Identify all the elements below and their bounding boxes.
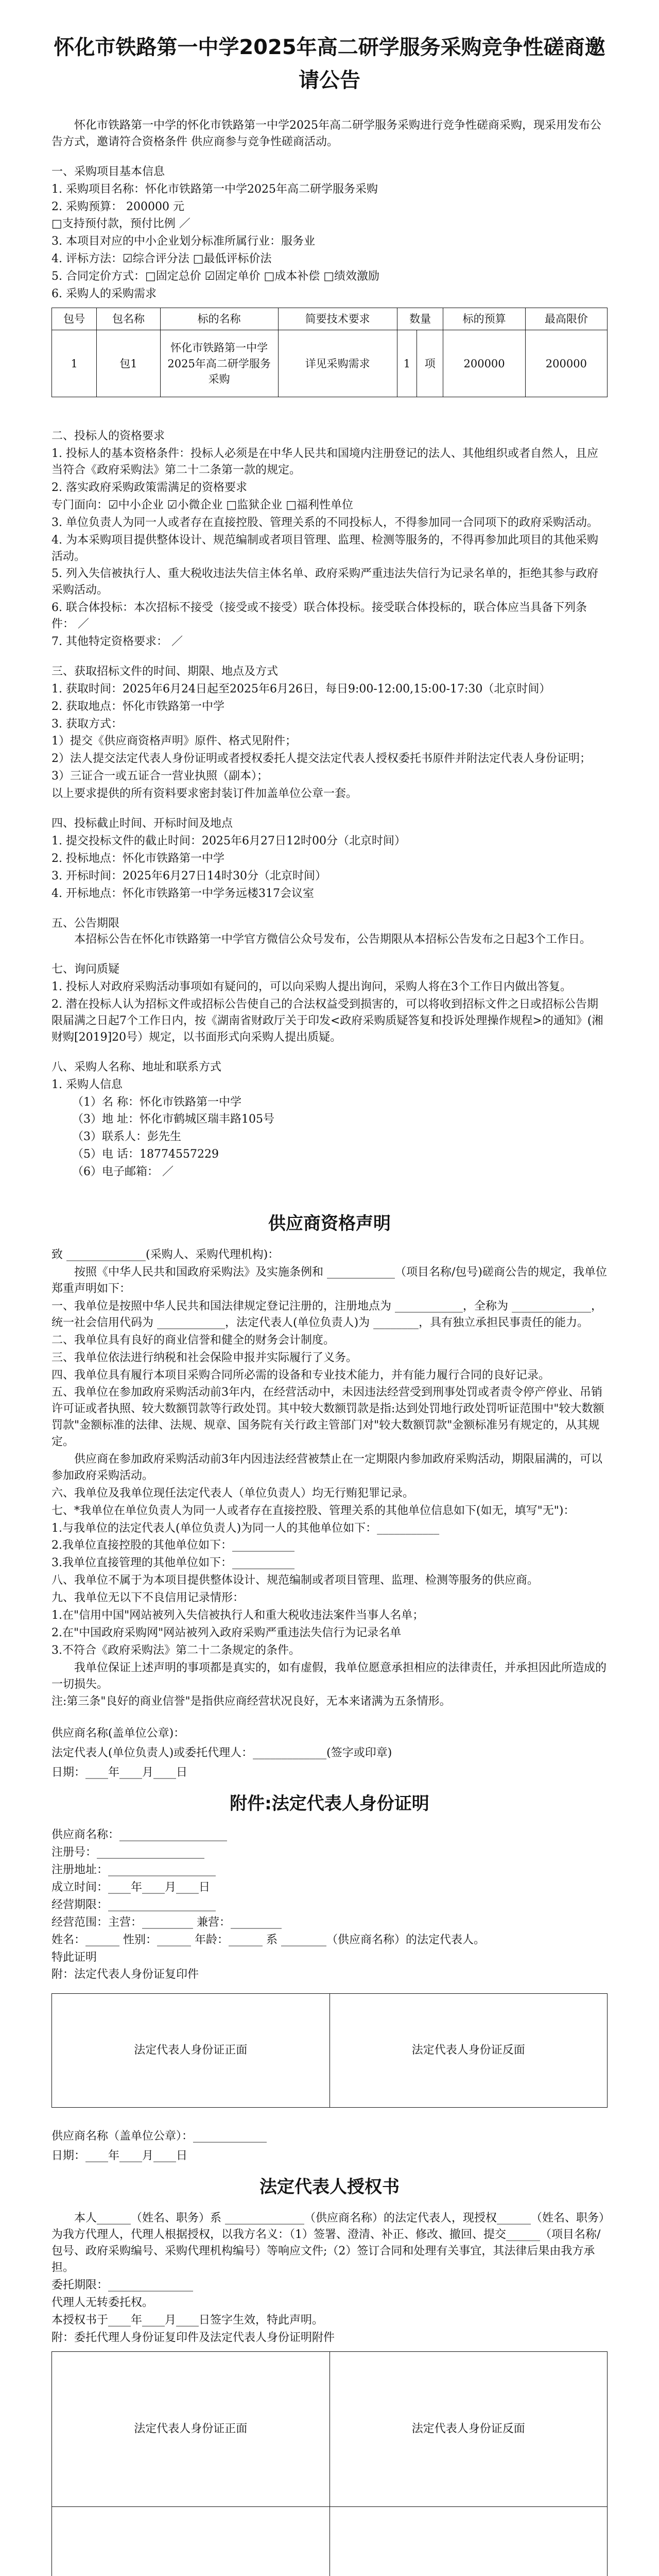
declaration-line: 五、我单位在参加政府采购活动前3年内，在经营活动中，未因违法经营受到刑事处罚或者责令停产停业、吊销许可证或者执照、较大数额罚款等行政处罚。其中较大数额罚款是指:达到处罚地行政处罚听证范围中"较大数额罚款"金额标准的法律、法规、规章、国务院有关行政主管部门对"较大数额罚款"金额标准另有规定的，从其规定。 <box>51 1386 604 1449</box>
section-deadline <box>51 816 608 902</box>
id-card-grid <box>51 2351 608 2576</box>
auth-line: 附：委托代理人身份证复印件及法定代表人身份证明附件 <box>51 2331 335 2344</box>
table-header-row <box>52 308 608 330</box>
qual-line: 4. 为本采购项目提供整体设计、规范编制或者项目管理、监理、检测等服务的，不得再参加此项目的其他采购活动。 <box>51 533 598 563</box>
qual-line: 7. 其他特定资格要求： ／ <box>51 635 183 649</box>
budget: 2. 采购预算： 200000 元 <box>51 200 184 213</box>
attachment-title: 附件:法定代表人身份证明 <box>230 1793 429 1814</box>
contact-name: （1）名 称：怀化市铁路第一中学 <box>72 1095 241 1109</box>
declaration-line: 3.我单位直接管理的其他单位如下：___________ <box>51 1556 294 1570</box>
qual-line: 2. 落实政府采购政策需满足的资格要求 <box>51 481 247 495</box>
project-name: 1. 采购项目名称：怀化市铁路第一中学2025年高二研学服务采购 <box>51 182 378 196</box>
table-cell: 200000 <box>525 330 607 397</box>
declaration-line: 3.不符合《政府采购法》第二十二条规定的条件。 <box>51 1643 300 1657</box>
id-grid-row <box>52 2506 607 2576</box>
declaration-line: 1.在"信用中国"网站被列入失信被执行人和重大税收违法案件当事人名单； <box>51 1608 424 1622</box>
qual-line: 1. 投标人的基本资格条件：投标人必须是在中华人民共和国境内注册登记的法人、其他组织或者自然人，且应当符合《政府采购法》第二十二条第一款的规定。 <box>51 447 598 477</box>
industry: 3. 本项目对应的中小企业划分标准所属行业：服务业 <box>51 235 315 248</box>
table-cell: 详见采购需求 <box>278 330 397 397</box>
qual-line: 6. 联合体投标：本次招标不接受（接受或不接受）联合体投标。接受联合体投标的，联合体应当具备下列条件： ／ <box>51 601 587 631</box>
table-cell: 1 <box>397 330 417 397</box>
declaration-recipient: 致 ______________(采购人、采购代理机构)： <box>51 1248 280 1262</box>
table-cell: 包1 <box>97 330 160 397</box>
representative-sign-line: 法定代表人(单位负责人)或委托代理人：_____________(签字或印章) <box>51 1747 392 1760</box>
obtain-line: 1. 获取时间：2025年6月24日起至2025年6月26日，每日9:00-12:00,15:00-17:30（北京时间） <box>51 682 551 696</box>
deadline-line: 2. 投标地点：怀化市铁路第一中学 <box>51 852 224 865</box>
qual-line: 3. 单位负责人为同一人或者存在直接控股、管理关系的不同投标人，不得参加同一合同项下的政府采购活动。 <box>51 516 598 529</box>
declaration-line: 四、我单位具有履行本项目采购合同所必需的设备和专业技术能力，并有能力履行合同的良好记录。 <box>51 1368 550 1382</box>
section-qualification <box>51 428 608 650</box>
section-heading: 二、投标人的资格要求 <box>51 430 165 443</box>
supplier-seal-line: 供应商名称（盖单位公章）：_____________ <box>51 2130 267 2143</box>
notice-period-text: 本招标公告在怀化市铁路第一中学官方微信公众号发布，公告期限从本招标公告发布之日起3个工作日。 <box>74 933 592 946</box>
attach-line: 经营期限：___________________ <box>51 1898 216 1911</box>
agent-id-front-slot <box>52 2507 330 2576</box>
declaration-line: 我单位保证上述声明的事项都是真实的，如有虚假，我单位愿意承担相应的法律责任，并承担因此所造成的一切损失。 <box>51 1661 607 1691</box>
contact-subheading: 1. 采购人信息 <box>51 1078 123 1091</box>
attach-line: 经营范围：主营：_________ 兼营：_________ <box>51 1916 282 1929</box>
section-heading: 三、获取招标文件的时间、期限、地点及方式 <box>51 665 279 678</box>
declaration-line: 供应商在参加政府采购活动前3年内因违法经营被禁止在一定期限内参加政府采购活动，期限届满的，可以参加政府采购活动。 <box>51 1452 603 1482</box>
requirements-heading: 6. 采购人的采购需求 <box>51 287 157 301</box>
attach-line: 附：法定代表人身份证复印件 <box>51 1968 199 1981</box>
section-notice-period <box>51 916 608 948</box>
auth-line: 代理人无转委托权。 <box>51 2296 154 2309</box>
rep-id-front-slot: 法定代表人身份证正面 <box>134 2422 248 2435</box>
id-grid-row <box>52 2352 607 2506</box>
auth-line: 本人______（姓名、职务）系 ______________（供应商名称）的法定代表人，现授权______（姓名、职务）为我方代理人，代理人根据授权，以我方名义：（1）签署、澄清、补正、修改、撤回、提交______（项目名称/包号、政府采购编号、采购代理机构编号）等响应文件;（2）签订合同和处理有关事宜，其法律后果由我方承担。 <box>51 2212 604 2275</box>
intro-paragraph: 怀化市铁路第一中学的怀化市铁路第一中学2025年高二研学服务采购进行竞争性磋商采购，现采用发布公告方式，邀请符合资格条件 供应商参与竞争性磋商活动。 <box>51 119 601 148</box>
obtain-line: 3. 获取方式： <box>51 717 123 731</box>
attach-line: 供应商名称：___________________ <box>51 1828 228 1842</box>
contact-person: （3）联系人：彭先生 <box>72 1130 181 1144</box>
declaration-line: 按照《中华人民共和国政府采购法》及实施条例和 ____________（项目名称/包号)磋商公告的规定，我单位郑重声明如下： <box>51 1266 607 1296</box>
procurement-table <box>51 308 608 397</box>
section-heading: 四、投标截止时间、开标时间及地点 <box>51 817 233 831</box>
section-heading: 七、询问质疑 <box>51 963 120 976</box>
inquiry-line: 1. 投标人对政府采购活动事项如有疑问的，可以向采购人提出询问，采购人将在3个工作日内做出答复。 <box>51 980 571 994</box>
inquiry-line: 2. 潜在投标人认为招标文件或招标公告使自己的合法权益受到损害的，可以将收到招标文件之日或招标公告期限届满之日起7个工作日内，按《湖南省财政厅关于印发<政府采购质疑答复和投诉处理操作规程>的通知》(湘财购[2019]20号）规定，以书面形式向采购人提出质疑。 <box>51 998 603 1044</box>
declaration-line: 一、我单位是按照中华人民共和国法律规定登记注册的，注册地点为 ____________，全称为 ______________，统一社会信用代码为 ____________，法定代表人(单位负责人)为 ________，具有独立承担民事责任的能力。 <box>51 1299 602 1329</box>
section-obtain-docs <box>51 664 608 802</box>
declaration-line: 2.我单位直接控股的其他单位如下：___________ <box>51 1539 294 1552</box>
section-heading: 五、公告期限 <box>51 917 120 930</box>
attachment-body <box>51 1827 608 2164</box>
id-card-box <box>51 1993 608 2108</box>
section-heading: 一、采购项目基本信息 <box>51 165 165 178</box>
authorization-title: 法定代表人授权书 <box>259 2177 400 2198</box>
section-inquiry <box>51 961 608 1045</box>
auth-line: 本授权书于____年____月____日签字生效，特此声明。 <box>51 2313 324 2327</box>
date-line: 日期：____年____月____日 <box>51 1766 188 1780</box>
deadline-line: 1. 提交投标文件的截止时间：2025年6月27日12时00分（北京时间） <box>51 834 406 848</box>
attach-line: 成立时间：____年____月____日 <box>51 1880 211 1894</box>
id-back-slot: 法定代表人身份证反面 <box>330 1994 608 2107</box>
declaration-line: 1.与我单位的法定代表人(单位负责人)为同一人的其他单位如下：___________ <box>51 1521 440 1535</box>
section-project-info <box>51 164 608 398</box>
obtain-line: 2. 获取地点：怀化市铁路第一中学 <box>51 700 224 713</box>
qual-line: 专门面向：☑中小企业 ☑小微企业 □监狱企业 □福利性单位 <box>51 498 353 512</box>
declaration-line: 注:第三条"良好的商业信誉"是指供应商经营状况良好，无本来诸满为五条情形。 <box>51 1695 451 1708</box>
deadline-line: 3. 开标时间：2025年6月27日14时30分（北京时间） <box>51 869 326 883</box>
declaration-line: 九、我单位无以下不良信用记录情形： <box>51 1591 245 1605</box>
declaration-body <box>51 1247 608 1781</box>
declaration-line: 七、*我单位在单位负责人为同一人或者存在直接控股、管理关系的其他单位信息如下(如无，填写"无")： <box>51 1504 575 1517</box>
qual-line: 5. 列入失信被执行人、重大税收违法失信主体名单、政府采购严重违法失信行为记录名单的，拒绝其参与政府采购活动。 <box>51 567 598 597</box>
supplier-seal-line: 供应商名称(盖单位公章)： <box>51 1727 185 1740</box>
obtain-line: 1）提交《供应商资格声明》原件、格式见附件； <box>51 735 297 748</box>
notice-title: 怀化市铁路第一中学2025年高二研学服务采购竞争性磋商邀请公告 <box>54 36 605 92</box>
col-header: 最高限价 <box>525 308 607 330</box>
date-line: 日期：____年____月____日 <box>51 2149 188 2163</box>
agent-id-back-slot <box>330 2507 608 2576</box>
section-contact <box>51 1059 608 1180</box>
declaration-title: 供应商资格声明 <box>268 1213 391 1234</box>
table-cell: 项 <box>417 330 443 397</box>
eval-method: 4. 评标方法：☑综合评分法 □最低评标价法 <box>51 252 272 266</box>
section-heading: 八、采购人名称、地址和联系方式 <box>51 1060 222 1074</box>
declaration-line: 六、我单位及我单位现任法定代表人（单位负责人）均无行贿犯罪记录。 <box>51 1486 414 1500</box>
id-front-slot: 法定代表人身份证正面 <box>134 2044 248 2057</box>
col-header: 数量 <box>397 308 443 330</box>
attach-line: 注册号：___________________ <box>51 1846 205 1859</box>
contact-phone: （5）电 话：18774557229 <box>72 1148 219 1161</box>
table-cell: 1 <box>52 330 97 397</box>
col-header: 包号 <box>52 308 97 330</box>
pricing-method: 5. 合同定价方式：□固定总价 ☑固定单价 □成本补偿 □绩效激励 <box>51 270 380 283</box>
col-header: 标的预算 <box>443 308 525 330</box>
declaration-line: 二、我单位具有良好的商业信誉和健全的财务会计制度。 <box>51 1333 335 1347</box>
attach-line: 注册地址：___________________ <box>51 1863 216 1877</box>
declaration-line: 三、我单位依法进行纳税和社会保险申报并实际履行了义务。 <box>51 1351 358 1364</box>
obtain-line: 以上要求提供的所有资料要求密封装订件加盖单位公章一套。 <box>51 787 358 801</box>
table-cell: 200000 <box>443 330 525 397</box>
declaration-line: 2.在"中国政府采购网"网站被列入政府采购严重违法失信行为记录名单 <box>51 1626 402 1639</box>
col-header: 标的名称 <box>160 308 278 330</box>
document <box>51 0 608 2576</box>
prepay: □支持预付款，预付比例 ／ <box>51 217 190 231</box>
table-cell: 怀化市铁路第一中学2025年高二研学服务采购 <box>160 330 278 397</box>
attach-line: 姓名：______ 性别：______ 年龄：______ 系 ________（供应商名称）的法定代表人。 <box>51 1933 485 1946</box>
deadline-line: 4. 开标地点：怀化市铁路第一中学务远楼317会议室 <box>51 887 314 900</box>
contact-email: （6）电子邮箱： ／ <box>72 1165 174 1179</box>
authorization-body <box>51 2210 608 2576</box>
contact-address: （3）地 址：怀化市鹤城区瑞丰路105号 <box>72 1113 274 1126</box>
attach-line: 特此证明 <box>51 1951 97 1964</box>
declaration-line: 八、我单位不属于为本项目提供整体设计、规范编制或者项目管理、监理、检测等服务的供应商。 <box>51 1574 539 1587</box>
col-header: 包名称 <box>97 308 160 330</box>
auth-line: 委托期限：_______________ <box>51 2278 194 2292</box>
table-row <box>52 330 608 397</box>
obtain-line: 3）三证合一或五证合一营业执照（副本）； <box>51 770 268 783</box>
col-header: 简要技术要求 <box>278 308 397 330</box>
obtain-line: 2）法人提交法定代表人身份证明或者授权委托人提交法定代表人授权委托书原件并附法定代表人身份证明； <box>51 752 592 766</box>
rep-id-back-slot: 法定代表人身份证反面 <box>330 2352 608 2506</box>
